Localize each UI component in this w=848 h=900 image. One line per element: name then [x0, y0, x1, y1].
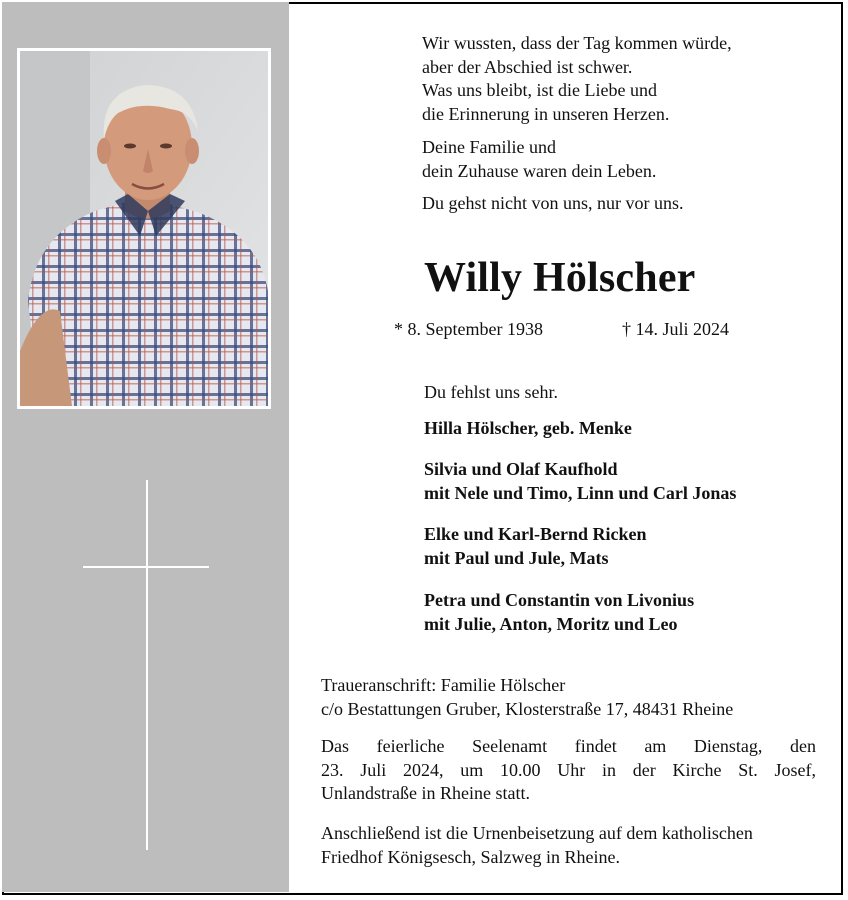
mourner-group: [424, 523, 647, 570]
mourners-intro: Du fehlst uns sehr.: [424, 382, 558, 402]
service-line: Das feierliche Seelenamt findet am Dienstag, den: [321, 736, 816, 756]
poem-line: die Erinnerung in unseren Herzen.: [422, 103, 670, 124]
mourner-line: mit Nele und Timo, Linn und Carl Jonas: [424, 482, 737, 503]
poem-stanza-1: [422, 32, 732, 126]
poem-line: aber der Abschied ist schwer.: [422, 56, 633, 77]
deceased-name: Willy Hölscher: [424, 255, 696, 301]
poem-stanza-2: [422, 136, 656, 183]
service-line: Unlandstraße in Rheine statt.: [321, 783, 530, 803]
poem-line: Wir wussten, dass der Tag kommen würde,: [422, 33, 732, 53]
address-line: c/o Bestattungen Gruber, Klosterstraße 17, 48431 Rheine: [321, 698, 734, 719]
mourner-line: Petra und Constantin von Livonius: [424, 590, 695, 610]
mourner-group: [424, 458, 736, 505]
mourner-group: [424, 589, 694, 636]
mourning-address: [321, 674, 816, 721]
mourner-line: mit Paul und Jule, Mats: [424, 547, 609, 568]
mourner-line: Hilla Hölscher, geb. Menke: [424, 418, 632, 438]
cross-icon: [146, 480, 148, 850]
service-notice: [321, 735, 816, 806]
mourner-line: mit Julie, Anton, Moritz und Leo: [424, 613, 678, 634]
poem-line: Deine Familie und: [422, 137, 556, 157]
mourner-line: Silvia und Olaf Kaufhold: [424, 459, 618, 479]
mourner-line: Elke und Karl-Bernd Ricken: [424, 524, 647, 544]
poem-line: Du gehst nicht von uns, nur vor uns.: [422, 193, 684, 213]
poem-line: dein Zuhause waren dein Leben.: [422, 160, 657, 181]
death-date: † 14. Juli 2024: [622, 319, 730, 339]
burial-line: Anschließend ist die Urnenbeisetzung auf dem katholischen: [321, 823, 753, 843]
cross-icon-bar: [83, 566, 209, 568]
poem-stanza-3: [422, 192, 683, 216]
address-line: Traueranschrift: Familie Hölscher: [321, 675, 566, 695]
portrait-photo: [17, 48, 271, 409]
burial-line: Friedhof Königsesch, Salzweg in Rheine.: [321, 846, 620, 867]
burial-notice: [321, 822, 816, 869]
mourner-group: [424, 417, 632, 441]
poem-line: Was uns bleibt, ist die Liebe und: [422, 80, 658, 100]
service-line: 23. Juli 2024, um 10.00 Uhr in der Kirche St. Josef,: [321, 759, 816, 780]
portrait-image: [20, 51, 268, 406]
birth-date: * 8. September 1938: [394, 319, 543, 339]
